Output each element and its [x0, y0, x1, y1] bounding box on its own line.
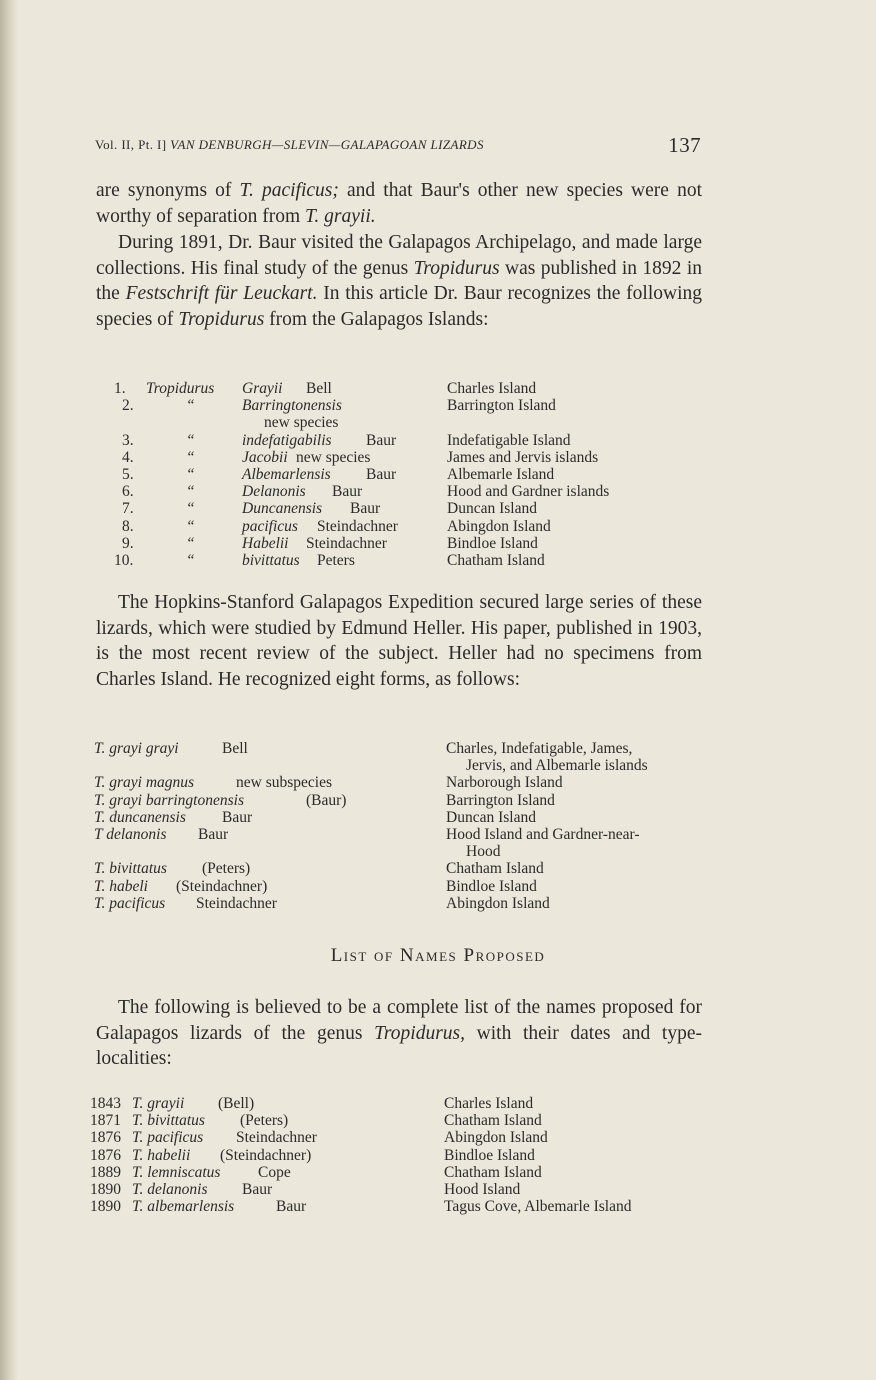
row-number: 10. — [114, 551, 134, 569]
author: Baur — [366, 431, 397, 449]
taxon-name: T. duncanensis — [94, 808, 186, 826]
names-row — [90, 1164, 700, 1181]
locality-continued: Hood — [466, 843, 501, 861]
author: Baur — [198, 825, 229, 843]
ditto-mark: “ — [186, 500, 195, 518]
year: 1889 — [90, 1163, 121, 1181]
row-number: 8. — [122, 517, 134, 535]
running-header — [95, 133, 705, 159]
year: 1871 — [90, 1112, 121, 1130]
author: Bell — [306, 380, 332, 397]
heller-row — [94, 860, 704, 877]
baur-row — [110, 380, 710, 397]
baur-row — [110, 518, 710, 535]
locality: Hood Island and Gardner-near- — [446, 825, 640, 843]
names-row — [90, 1112, 700, 1129]
locality: Barrington Island — [447, 397, 556, 415]
ditto-mark: “ — [186, 483, 195, 501]
taxon-name: T. lemniscatus — [132, 1163, 221, 1181]
taxon-name: T delanonis — [94, 825, 167, 843]
year: 1890 — [90, 1198, 121, 1216]
names-row — [90, 1181, 700, 1198]
ditto-mark: “ — [186, 431, 195, 449]
taxon-name: T. pacificus — [94, 894, 166, 912]
para1-text-b: T. pacificus; — [239, 180, 339, 201]
para4-text-c: with their dates and type-localities: — [96, 1022, 702, 1069]
locality: Charles Island — [444, 1095, 534, 1112]
para2-text-b: Tropidurus — [413, 257, 500, 279]
species: Habelii — [242, 534, 289, 552]
row-number: 5. — [122, 465, 134, 483]
row-number: 1. — [114, 380, 126, 397]
author: Steindachner — [236, 1129, 317, 1147]
taxon-name: T. bivittatus — [132, 1112, 205, 1130]
para2-text-g: from the Galapagos Islands: — [264, 308, 489, 330]
taxon-name: T. bivittatus — [94, 860, 167, 878]
locality: Narborough Island — [446, 774, 563, 792]
species: Grayii — [242, 380, 283, 397]
taxon-name: T. grayii — [132, 1095, 185, 1112]
author: Baur — [242, 1180, 273, 1198]
author: new subspecies — [236, 774, 332, 792]
row-number: 7. — [122, 500, 134, 518]
author: (Peters) — [202, 860, 251, 878]
year: 1876 — [90, 1146, 121, 1164]
year: 1843 — [90, 1095, 121, 1112]
locality: Bindloe Island — [446, 877, 537, 895]
species-note: new species — [264, 414, 339, 432]
locality: Abingdon Island — [446, 894, 550, 912]
author: Bell — [222, 740, 248, 757]
author: Baur — [332, 483, 363, 501]
locality: Bindloe Island — [447, 534, 538, 552]
locality: Duncan Island — [446, 808, 536, 826]
locality: Duncan Island — [447, 500, 537, 518]
ditto-mark: “ — [186, 517, 195, 535]
locality: Barrington Island — [446, 791, 555, 809]
author: Cope — [258, 1163, 291, 1181]
locality: Charles Island — [447, 380, 537, 397]
locality: Tagus Cove, Albemarle Island — [444, 1198, 632, 1216]
row-number: 9. — [122, 534, 134, 552]
taxon-name: T. delanonis — [132, 1180, 208, 1198]
locality: James and Jervis islands — [447, 448, 599, 466]
baur-row — [110, 483, 710, 500]
baur-row — [110, 500, 710, 517]
species: Jacobii — [242, 448, 288, 466]
year: 1890 — [90, 1180, 121, 1198]
author: Peters — [317, 551, 355, 569]
taxon-name: T. habelii — [132, 1146, 191, 1164]
para3-text: The Hopkins-Stanford Galapagos Expedition secured large series of these lizards, which were studied by Edmund Heller. His paper, published in 1903, is the most recent review of the subject. Heller had no specimens from Charles Island. He recognized eight forms, as follows: — [96, 592, 702, 690]
author: (Steindachner) — [176, 877, 268, 895]
author: Steindachner — [306, 534, 387, 552]
baur-row — [110, 552, 710, 569]
author: Baur — [222, 808, 253, 826]
genus: Tropidurus — [146, 380, 215, 397]
heller-forms-table — [94, 740, 704, 912]
baur-row — [110, 466, 710, 483]
species: indefatigabilis — [242, 431, 332, 449]
row-number: 6. — [122, 483, 134, 501]
taxon-name: T. grayi magnus — [94, 774, 195, 792]
locality: Chatham Island — [444, 1112, 542, 1130]
baur-row — [110, 449, 710, 466]
locality: Bindloe Island — [444, 1146, 535, 1164]
author: (Bell) — [218, 1095, 255, 1112]
running-title — [95, 137, 484, 153]
species: Delanonis — [242, 483, 306, 501]
locality: Hood Island — [444, 1180, 521, 1198]
taxon-name: T. habeli — [94, 877, 148, 895]
species: bivittatus — [242, 551, 300, 569]
locality: Albemarle Island — [447, 465, 555, 483]
locality: Chatham Island — [446, 860, 544, 878]
heller-row — [94, 740, 704, 774]
ditto-mark: “ — [186, 534, 195, 552]
author: (Peters) — [240, 1112, 289, 1130]
heller-row — [94, 809, 704, 826]
section-heading: List of Names Proposed — [330, 945, 546, 966]
heller-row — [94, 774, 704, 791]
year: 1876 — [90, 1129, 121, 1147]
paragraph-synonyms — [96, 178, 702, 229]
names-row — [90, 1147, 700, 1164]
row-number: 4. — [122, 448, 134, 466]
page-binding-edge — [0, 0, 18, 1380]
taxon-name: T. grayi grayi — [94, 740, 179, 757]
article-title: VAN DENBURGH—SLEVIN—GALAPAGOAN LIZARDS — [170, 137, 484, 152]
locality-continued: Jervis, and Albemarle islands — [466, 757, 648, 775]
names-proposed-table — [90, 1095, 700, 1215]
para2-text-e: In this article Dr. Baur recognizes the following species of — [96, 283, 703, 330]
baur-row — [110, 432, 710, 449]
author: (Steindachner) — [220, 1146, 312, 1164]
paragraph-heller — [96, 590, 702, 692]
author: Baur — [366, 465, 397, 483]
species: Barringtonensis — [242, 397, 342, 415]
locality: Indefatigable Island — [447, 431, 571, 449]
heller-row — [94, 826, 704, 860]
ditto-mark: “ — [186, 465, 195, 483]
row-number: 3. — [122, 431, 134, 449]
paragraph-names-intro — [96, 995, 702, 1072]
para4-text-a: The following is believed to be a complete list of the names proposed for Galapagos lizards of the genus — [96, 997, 702, 1044]
baur-row — [110, 535, 710, 552]
baur-row — [110, 397, 710, 431]
species: Albemarlensis — [242, 465, 331, 483]
para2-text-f: Tropidurus — [178, 308, 265, 330]
baur-species-table — [110, 380, 710, 569]
row-number: 2. — [122, 397, 134, 415]
heller-row — [94, 878, 704, 895]
locality: Chatham Island — [444, 1163, 542, 1181]
para1-text-a: are synonyms of — [96, 180, 240, 201]
para4-text-b: Tropidurus, — [374, 1022, 465, 1044]
ditto-mark: “ — [186, 448, 195, 466]
ditto-mark: “ — [186, 397, 195, 415]
para1-text-c: and that Baur's other new species were not worthy of separation from — [96, 180, 702, 227]
locality: Chatham Island — [447, 551, 545, 569]
locality: Abingdon Island — [444, 1129, 548, 1147]
author: (Baur) — [306, 791, 347, 809]
author: new species — [296, 448, 371, 466]
author: Baur — [276, 1198, 307, 1216]
locality: Hood and Gardner islands — [447, 483, 610, 501]
heller-row — [94, 792, 704, 809]
locality: Charles, Indefatigable, James, — [446, 740, 633, 757]
heller-row — [94, 895, 704, 912]
volume-label: Vol. II, Pt. I] — [95, 137, 167, 152]
author: Baur — [350, 500, 381, 518]
names-row — [90, 1198, 700, 1215]
species: pacificus — [242, 517, 298, 535]
locality: Abingdon Island — [447, 517, 551, 535]
author: Steindachner — [196, 894, 277, 912]
taxon-name: T. grayi barringtonensis — [94, 791, 244, 809]
para2-text-c: was published in 1892 in the — [96, 257, 702, 304]
author: Steindachner — [317, 517, 398, 535]
para2-text-a: During 1891, Dr. Baur visited the Galapagos Archipelago, and made large collections. His final study of the genus — [96, 232, 702, 279]
names-row — [90, 1095, 700, 1112]
taxon-name: T. pacificus — [132, 1129, 204, 1147]
species: Duncanensis — [242, 500, 323, 518]
paragraph-baur-visit — [96, 230, 702, 332]
para2-text-d: Festschrift für Leuckart. — [125, 283, 318, 304]
page-number: 137 — [668, 133, 701, 157]
names-row — [90, 1129, 700, 1146]
taxon-name: T. albemarlensis — [132, 1198, 235, 1216]
para1-text-d: T. grayii. — [305, 205, 376, 227]
ditto-mark: “ — [186, 551, 195, 569]
